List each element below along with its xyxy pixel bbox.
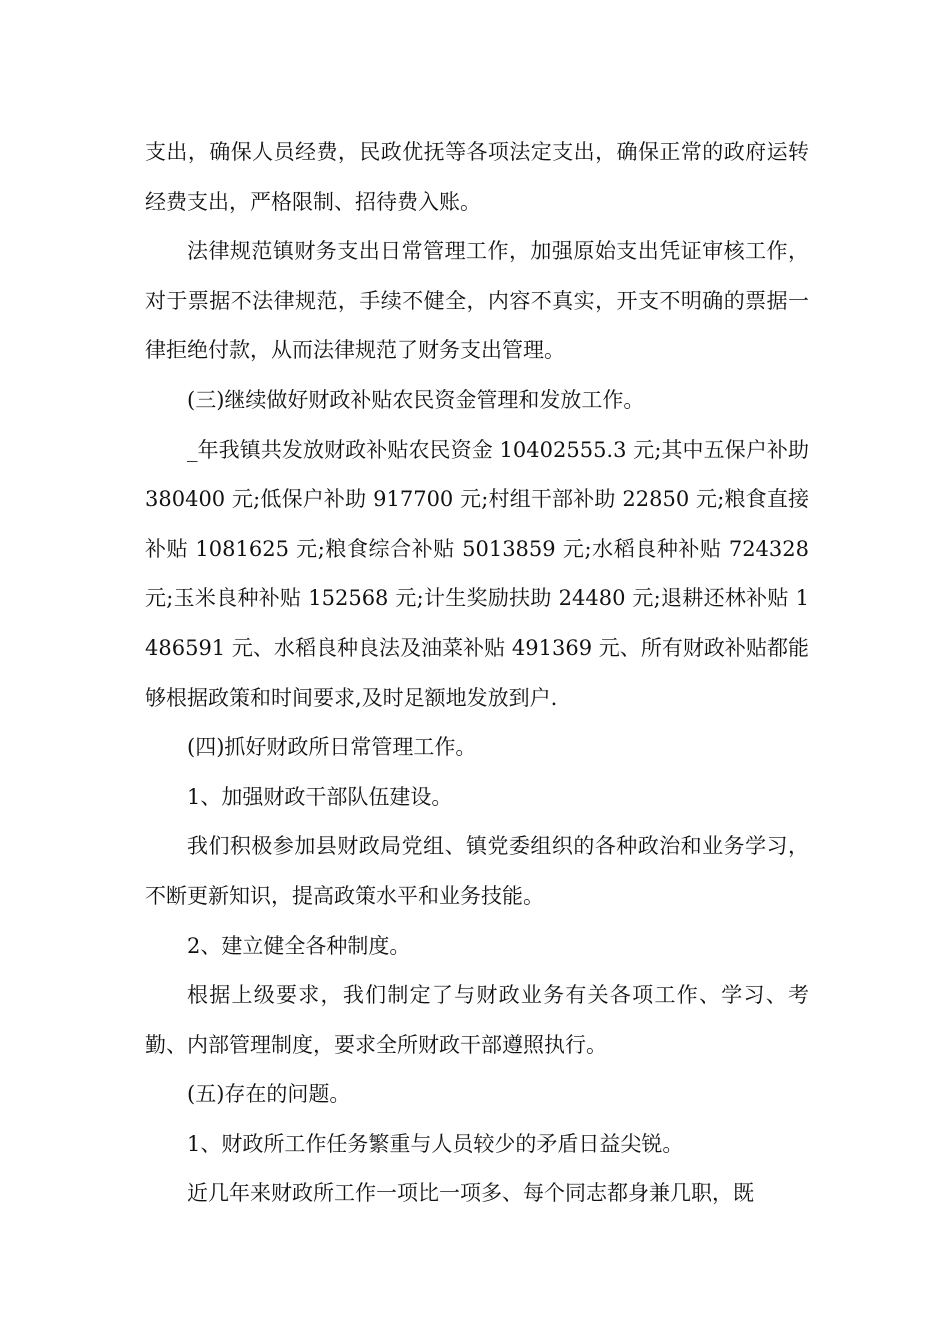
- subheading-team-building: 1、加强财政干部队伍建设。: [187, 784, 453, 809]
- paragraph-systems: 根据上级要求，我们制定了与财政业务有关各项工作、学习、考勤、内部管理制度，要求全所财政干部遵照执行。: [145, 983, 809, 1057]
- section-heading-subsidy: (三)继续做好财政补贴农民资金管理和发放工作。: [187, 387, 645, 412]
- subheading-workload: 1、财政所工作任务繁重与人员较少的矛盾日益尖锐。: [187, 1131, 684, 1156]
- section-heading-problems: (五)存在的问题。: [187, 1082, 351, 1107]
- section-heading-daily-management: (四)抓好财政所日常管理工作。: [187, 735, 477, 760]
- paragraph-subsidy-details: _年我镇共发放财政补贴农民资金 10402555.3 元;其中五保户补助 380400 元;低保户补助 917700 元;村组干部补助 22850 元;粮食直接补贴 1081625 元;粮食综合补贴 5013859 元;水稻良种补贴 724328 元;玉米良种补贴 152568 元;计生奖励扶助 24480 元;退耕还林补贴 1486591 元、水稻良种良法及油菜补贴 491369 元、所有财政补贴都能够根据政策和时间要求,及时足额地发放到户.: [145, 437, 809, 710]
- paragraph-workload: 近几年来财政所工作一项比一项多、每个同志都身兼几职，既: [187, 1181, 754, 1206]
- paragraph-expenditure-management: 法律规范镇财务支出日常管理工作，加强原始支出凭证审核工作，对于票据不法律规范，手续不健全，内容不真实，开支不明确的票据一律拒绝付款，从而法律规范了财务支出管理。: [145, 239, 809, 363]
- subheading-systems: 2、建立健全各种制度。: [187, 933, 411, 958]
- paragraph-expenditure-guarantee: 支出，确保人员经费，民政优抚等各项法定支出，确保正常的政府运转经费支出，严格限制、招待费入账。: [145, 140, 809, 214]
- paragraph-team-building: 我们积极参加县财政局党组、镇党委组织的各种政治和业务学习，不断更新知识，提高政策水平和业务技能。: [145, 834, 809, 908]
- document-body: [145, 128, 809, 1219]
